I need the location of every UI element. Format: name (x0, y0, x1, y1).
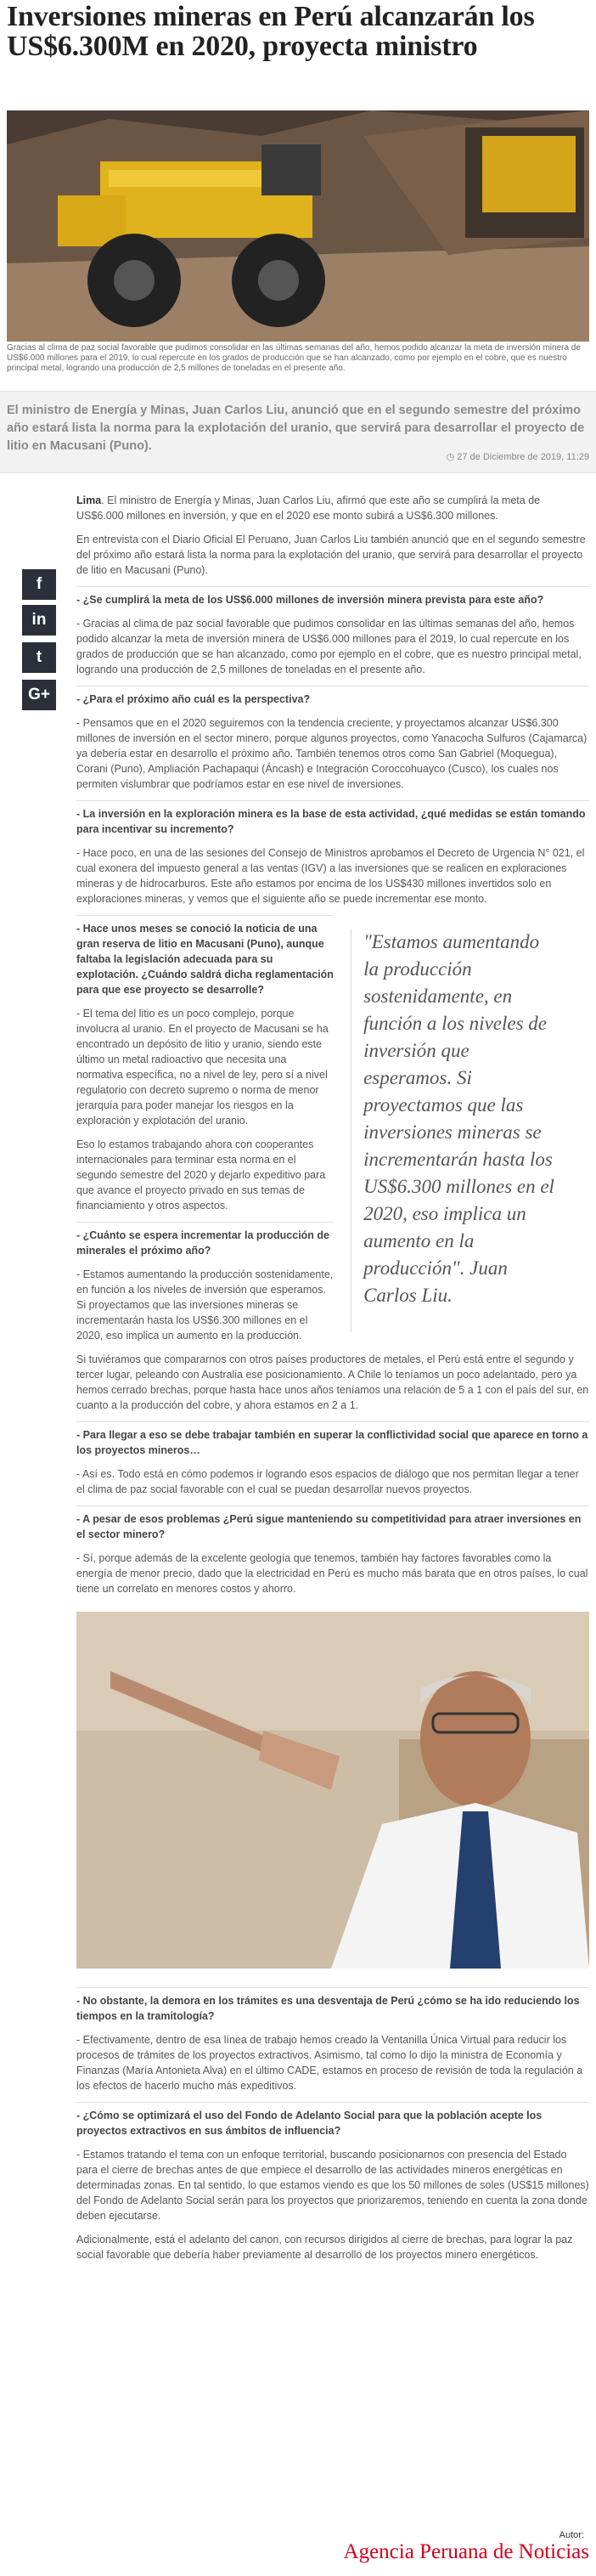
article-body (76, 493, 589, 2271)
body-paragraph: Si tuviéramos que compararnos con otros países productores de metales, el Perú está entre el segundo y tercer lugar, peleando con Australia ese posicionamiento. A Chile lo teníamos un poco adelantado, pero ya hemos cerrado brechas, porque hasta hace unos años teníamos una relación de 5 a 1 con el país del sur, en cuanto a la producción del cobre, y ahora estamos en 2 a 1. (76, 1353, 589, 1411)
twitter-icon: t (36, 648, 42, 666)
interview-question: - ¿Cómo se optimizará el uso del Fondo de Adelanto Social para que la población acepte los proyectos extractivos en sus ámbitos de influencia? (76, 2102, 589, 2138)
share-facebook-button[interactable] (22, 569, 56, 600)
interview-question: - No obstante, la demora en los trámites es una desventaja de Perú ¿cómo se ha ido reduciendo los tiempos en la tramitología? (76, 1987, 589, 2024)
share-twitter-button[interactable] (22, 642, 56, 673)
interview-question: - ¿Para el próximo año cuál es la perspectiva? (76, 686, 589, 707)
dateline: Lima (76, 494, 102, 506)
split-left-column (76, 915, 334, 1352)
share-linkedin-button[interactable] (22, 605, 56, 636)
minister-photo (76, 1612, 589, 1969)
pull-quote: "Estamos aumentando la producción sostenidamente, en función a los niveles de inversión que esperamos. Si proyectamos que las inversiones mineras se incrementarán hasta los US$6.300 millones en el 2020, eso implica un aumento en la producción". Juan Carlos Liu. (351, 929, 555, 1332)
interview-answer: - Estamos tratando el tema con un enfoque territorial, buscando posicionarnos con presencia del Estado para el cierre de brechas antes de que empiece el desarrollo de las actividades mineros energéticas en determinadas zonas. En tal sentido, lo que estamos viendo es que los 50 millones de soles (US$15 millones) del Fondo de Adelanto Social serán para los proyectos que priorizaremos, teniendo en cuenta la zona donde deben ejecutarse. (76, 2149, 589, 2222)
interview-answer: - Hace poco, en una de las sesiones del Consejo de Ministros aprobamos el Decreto de Urgencia N° 021, el cual exonera del impuesto general a las ventas (IGV) a las inversiones que se realicen en exploraciones mineras y de hidrocarburos. Este año estamos por encima de los US$430 millones invertidos solo en exploraciones mineras, y vemos que el siguiente año se puede incrementar ese monto. (76, 847, 585, 905)
interview-answer: - Efectivamente, dentro de esa línea de trabajo hemos creado la Ventanilla Única Virtual para reducir los procesos de trámites de los proyectos extractivos. Asimismo, tal como lo dijo la ministra de Economía y Finanzas (María Antonieta Alva) en el último CADE, estamos en proceso de revisión de toda la regulación a los efectos de hacerlo mucho más expeditivos. (76, 2034, 583, 2092)
author-label: Autor: (559, 2530, 584, 2540)
minister-portrait-illustration (76, 1612, 589, 1969)
article-lead: El ministro de Energía y Minas, Juan Carlos Liu, anunció que en el segundo semestre del próximo año estará lista la norma para la explotación del uranio, que servirá para desarrollar el proyecto de litio en Macusani (Puno). (7, 404, 585, 453)
googleplus-icon: G+ (28, 686, 50, 703)
split-section (76, 915, 589, 1352)
interview-answer: - Sí, porque además de la excelente geología que tenemos, también hay factores favorables como la energía de menor precio, dado que la electricidad en Perú es mucho más barata que en otros países, lo cual tiene un correlato en menores costos y ahorro. (76, 1552, 588, 1595)
mining-truck-illustration (7, 110, 589, 342)
body-text: . El ministro de Energía y Minas, Juan Carlos Liu, afirmó que este año se cumplirá la meta de US$6.000 millones en inversión, y que en el 2020 ese monto subirá a US$6.300 millones. (76, 494, 541, 522)
interview-question: - ¿Cuánto se espera incrementar la producción de minerales el próximo año? (76, 1222, 334, 1258)
interview-question: - ¿Se cumplirá la meta de los US$6.000 millones de inversión minera prevista para este año? (76, 586, 589, 607)
share-googleplus-button[interactable] (22, 680, 56, 710)
body-paragraph: Eso lo estamos trabajando ahora con cooperantes internacionales para terminar esta norma en el segundo semestre del 2020 y dejarlo expeditivo para que avance el proyecto privado en sus temas de financiamiento y otros aspectos. (76, 1138, 326, 1212)
interview-question: - A pesar de esos problemas ¿Perú sigue manteniendo su competitividad para atraer inversiones en el sector minero? (76, 1505, 589, 1542)
publish-date (447, 451, 589, 462)
interview-answer: - Así es. Todo está en cómo podemos ir logrando esos espacios de diálogo que nos permitan llegar a tener el clima de paz social favorable con el cual se puedan desarrollar nuevos proyectos. (76, 1468, 579, 1495)
clock-icon: ◷ (446, 452, 455, 462)
interview-answer: - Estamos aumentando la producción sostenidamente, en función a los niveles de inversión que esperamos. Si proyectamos que las inversiones mineras se incrementarán hasta los US$6.300 millones en el 2020, eso implica un aumento en la producción. (76, 1268, 334, 1342)
publish-date-text: 27 de Diciembre de 2019, 11:29 (457, 452, 589, 462)
body-paragraph (76, 493, 589, 523)
lead-block (0, 391, 596, 473)
interview-answer: - El tema del litio es un poco complejo, porque involucra al uranio. En el proyecto de Macusani se ha encontrado un depósito de litio y uranio, siendo este último un metal radioactivo que necesita una normativa específica, no a nivel de ley, pero sí a nivel regulatorio con decreto supremo o norma de menor jerarquía para poder manejar los riesgos en la exploración y explotación del uranio. (76, 1008, 329, 1127)
interview-question: - Hace unos meses se conoció la noticia de una gran reserva de litio en Macusani (Puno), aunque faltaba la legislación adecuada para su explotación. ¿Cuándo saldrá dicha reglamentación para que ese proyecto se desarrolle? (76, 915, 334, 997)
interview-question: - Para llegar a eso se debe trabajar también en superar la conflictividad social que aparece en torno a los proyectos mineros… (76, 1421, 589, 1458)
body-paragraph: En entrevista con el Diario Oficial El Peruano, Juan Carlos Liu también anunció que en el segundo semestre del próximo año estará lista la norma para la explotación del uranio, que servirá para desarrollar el proyecto de litio en Macusani (Puno). (76, 534, 586, 576)
article-title: Inversiones mineras en Perú alcanzarán los US$6.300M en 2020, proyecta ministro (7, 1, 535, 62)
hero-photo-mining-truck (7, 110, 589, 342)
hero-caption: Gracias al clima de paz social favorable que pudimos consolidar en las últimas semanas del año, hemos podido alcanzar la meta de inversión minera de US$6.000 millones para el 2019, lo cual repercute en los grados de producción que se han alcanzado, como por ejemplo en el cobre, que es nuestro principal metal, logrando una producción de 2,5 millones de toneladas en el presente año. (7, 343, 581, 373)
facebook-icon: f (36, 575, 42, 593)
body-paragraph: Adicionalmente, está el adelanto del canon, con recursos dirigidos al cierre de brechas, para lograr la paz social favorable que debería haber previamente al desarrollo de los proyectos minero energéticos. (76, 2234, 573, 2261)
author-link[interactable]: Agencia Peruana de Noticias (343, 2540, 589, 2563)
interview-answer: - Gracias al clima de paz social favorable que pudimos consolidar en las últimas semanas del año, hemos podido alcanzar la meta de inversión minera de US$6.000 millones para el 2019, lo cual repercute en los grados de producción que se han alcanzado, como por ejemplo en el cobre, que es nuestro principal metal, logrando una producción de 2,5 millones de toneladas en el presente año. (76, 618, 582, 675)
interview-question: - La inversión en la exploración minera es la base de esta actividad, ¿qué medidas se están tomando para incentivar su incremento? (76, 800, 589, 837)
interview-answer: - Pensamos que en el 2020 seguiremos con la tendencia creciente, y proyectamos alcanzar US$6.300 millones de inversión en el sector minero, porque algunos proyectos, como Yanacocha Sulfuros (Cajamarca) ya debería estar en desarrollo el próximo año. También tenemos otros como San Gabriel (Moquegua), Corani (Puno), Ampliación Pachapaqui (Áncash) e Integración Coroccohuayco (Cusco), los cuales nos permiten vislumbrar que podríamos estar en ese nivel de inversiones. (76, 717, 588, 790)
linkedin-icon: in (31, 611, 47, 629)
